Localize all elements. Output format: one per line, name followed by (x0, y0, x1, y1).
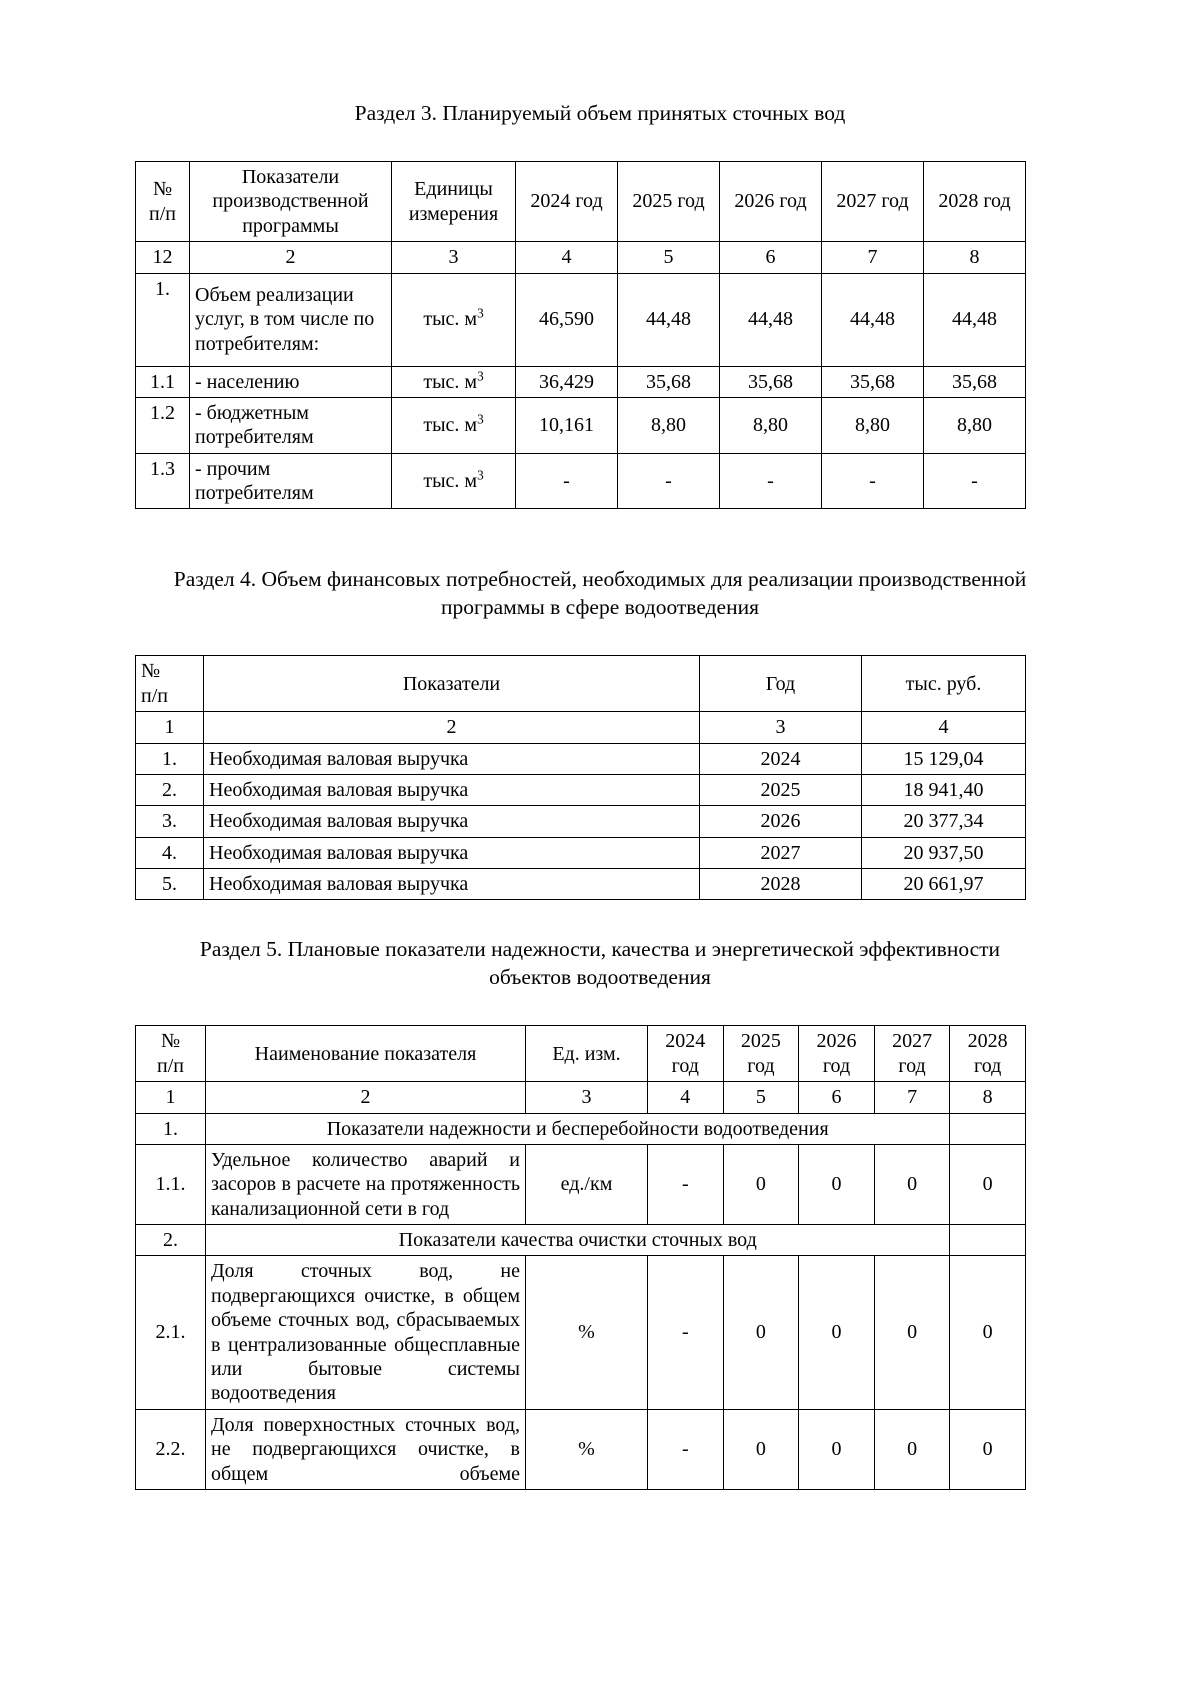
table-row (136, 837, 1026, 868)
row-unit (392, 453, 516, 509)
row-no: 5. (136, 869, 204, 900)
numbering-cell-6: 6 (799, 1082, 875, 1113)
table-row (136, 273, 1026, 366)
row-indicator: Удельное количество аварий и засоров в расчете на протяженность канализационной сети в год (206, 1144, 526, 1224)
row-value-2027: 35,68 (822, 366, 924, 397)
row-year: 2025 (700, 774, 862, 805)
section-4-table (135, 655, 1026, 900)
header-cell-year: Год (700, 656, 862, 712)
row-no: 3. (136, 806, 204, 837)
header-2024-line2: год (671, 1054, 699, 1077)
row-value-2027: - (822, 453, 924, 509)
row-unit: % (526, 1409, 648, 1489)
header-cell-unit: Ед. изм. (526, 1026, 648, 1082)
header-units-line2: измерения (408, 202, 499, 225)
header-2028-line1: 2028 (967, 1030, 1008, 1053)
header-2028-line2: год (974, 1054, 1002, 1077)
row-value-2028: 0 (950, 1409, 1026, 1489)
header-indicator-line3: программы (242, 214, 339, 237)
row-value: 20 661,97 (862, 869, 1026, 900)
header-no-line2: п/п (141, 684, 168, 707)
section-4-heading (135, 566, 1065, 622)
row-value-2028: 35,68 (924, 366, 1026, 397)
header-no-line1: № (152, 178, 173, 201)
numbering-cell-8: 8 (950, 1082, 1026, 1113)
row-value-2028: 0 (950, 1256, 1026, 1409)
row-value-2025: 0 (723, 1256, 799, 1409)
header-cell-no (136, 161, 190, 241)
row-no: 2.2. (136, 1409, 206, 1489)
row-year: 2026 (700, 806, 862, 837)
header-cell-2024 (648, 1026, 724, 1082)
row-unit (392, 366, 516, 397)
header-cell-2024: 2024 год (516, 161, 618, 241)
row-indicator: Необходимая валовая выручка (204, 837, 700, 868)
row-no: 1.3 (136, 453, 190, 509)
numbering-cell-4: 4 (516, 242, 618, 273)
row-value-2026: 44,48 (720, 273, 822, 366)
table-row (136, 1144, 1026, 1224)
header-cell-indicator: Наименование показателя (206, 1026, 526, 1082)
row-no: 1.2 (136, 397, 190, 453)
header-cell-rub: тыс. руб. (862, 656, 1026, 712)
numbering-cell-2: 2 (204, 712, 700, 743)
row-indicator: - прочим потребителям (190, 453, 392, 509)
table-numbering-row (136, 242, 1026, 273)
group-empty-cell (950, 1113, 1026, 1144)
row-indicator: Необходимая валовая выручка (204, 743, 700, 774)
section-5-heading (135, 936, 1065, 992)
row-no: 1. (136, 743, 204, 774)
numbering-cell-3: 3 (392, 242, 516, 273)
header-cell-2027 (874, 1026, 950, 1082)
numbering-cell-3: 3 (526, 1082, 648, 1113)
section-5-heading-line2: объектов водоотведения (489, 965, 711, 990)
header-2024-line1: 2024 (665, 1030, 706, 1053)
row-no: 2.1. (136, 1256, 206, 1409)
row-value-2027: 0 (874, 1256, 950, 1409)
numbering-cell-1: 12 (136, 242, 190, 273)
row-value-2024: - (648, 1409, 724, 1489)
numbering-cell-8: 8 (924, 242, 1026, 273)
row-value-2027: 0 (874, 1409, 950, 1489)
row-unit (392, 397, 516, 453)
row-unit: ед./км (526, 1144, 648, 1224)
row-value-2025: 8,80 (618, 397, 720, 453)
spacer (135, 509, 1065, 566)
numbering-cell-7: 7 (874, 1082, 950, 1113)
row-unit-text: тыс. м (423, 370, 478, 393)
row-no: 1.1 (136, 366, 190, 397)
numbering-cell-5: 5 (723, 1082, 799, 1113)
header-cell-no (136, 1026, 206, 1082)
row-value-2027: 0 (874, 1144, 950, 1224)
header-cell-2026 (799, 1026, 875, 1082)
row-unit-exponent: 3 (477, 367, 484, 383)
header-no-line1: № (160, 1030, 181, 1053)
table-row (136, 743, 1026, 774)
row-value: 20 937,50 (862, 837, 1026, 868)
header-no-line2: п/п (149, 202, 176, 225)
table-header-row (136, 1026, 1026, 1082)
header-cell-2025 (723, 1026, 799, 1082)
row-no: 1. (136, 273, 190, 366)
header-cell-no (136, 656, 204, 712)
header-no-line1: № (141, 660, 161, 683)
numbering-cell-1: 1 (136, 712, 204, 743)
table-row (136, 774, 1026, 805)
header-2025-line1: 2025 (740, 1030, 781, 1053)
numbering-cell-1: 1 (136, 1082, 206, 1113)
row-unit: % (526, 1256, 648, 1409)
row-unit-exponent: 3 (477, 467, 484, 483)
numbering-cell-3: 3 (700, 712, 862, 743)
row-value-2024: 36,429 (516, 366, 618, 397)
row-value-2024: 46,590 (516, 273, 618, 366)
row-unit (392, 273, 516, 366)
row-indicator: Необходимая валовая выручка (204, 869, 700, 900)
row-value-2026: 35,68 (720, 366, 822, 397)
row-value-2025: 44,48 (618, 273, 720, 366)
table-header-row (136, 656, 1026, 712)
group-no: 1. (136, 1113, 206, 1144)
group-no: 2. (136, 1225, 206, 1256)
header-cell-units (392, 161, 516, 241)
spacer (135, 900, 1065, 936)
numbering-cell-2: 2 (190, 242, 392, 273)
header-units-line1: Единицы (414, 178, 493, 201)
header-cell-indicator (190, 161, 392, 241)
row-unit-text: тыс. м (423, 308, 478, 331)
row-no: 4. (136, 837, 204, 868)
row-unit-exponent: 3 (477, 305, 484, 321)
row-value-2026: - (720, 453, 822, 509)
row-value-2028: - (924, 453, 1026, 509)
row-indicator: Объем реализации услуг, в том числе по потребителям: (190, 273, 392, 366)
row-value-2027: 44,48 (822, 273, 924, 366)
numbering-cell-7: 7 (822, 242, 924, 273)
table-row (136, 366, 1026, 397)
table-group-row (136, 1113, 1026, 1144)
table-row (136, 1256, 1026, 1409)
table-row (136, 397, 1026, 453)
row-value-2028: 0 (950, 1144, 1026, 1224)
row-value-2028: 8,80 (924, 397, 1026, 453)
row-no: 2. (136, 774, 204, 805)
header-2027-line2: год (898, 1054, 926, 1077)
table-numbering-row (136, 712, 1026, 743)
section-5-heading-line1: Раздел 5. Плановые показатели надежности, качества и энергетической эффективности (199, 937, 1001, 962)
header-cell-2028: 2028 год (924, 161, 1026, 241)
row-indicator: - населению (190, 366, 392, 397)
table-group-row (136, 1225, 1026, 1256)
section-4-heading-line2: программы в сфере водоотведения (441, 595, 759, 620)
header-cell-2027: 2027 год (822, 161, 924, 241)
header-2026-line2: год (822, 1054, 851, 1077)
row-value: 15 129,04 (862, 743, 1026, 774)
header-cell-2028 (950, 1026, 1026, 1082)
header-cell-2025: 2025 год (618, 161, 720, 241)
row-value-2025: 0 (723, 1409, 799, 1489)
row-value-2025: 0 (723, 1144, 799, 1224)
row-value-2024: - (516, 453, 618, 509)
header-no-line2: п/п (157, 1054, 184, 1077)
row-year: 2027 (700, 837, 862, 868)
row-value-2026: 0 (799, 1409, 875, 1489)
numbering-cell-2: 2 (206, 1082, 526, 1113)
row-unit-text: тыс. м (423, 414, 478, 437)
row-indicator: Доля поверхностных сточных вод, не подвергающихся очистке, в общем объеме (206, 1409, 526, 1489)
row-value-2025: 35,68 (618, 366, 720, 397)
row-no: 1.1. (136, 1144, 206, 1224)
row-value-2026: 0 (799, 1256, 875, 1409)
row-indicator: Необходимая валовая выручка (204, 774, 700, 805)
section-3-heading: Раздел 3. Планируемый объем принятых сточных вод (354, 101, 846, 125)
table-header-row (136, 161, 1026, 241)
group-title: Показатели надежности и бесперебойности водоотведения (206, 1113, 950, 1144)
row-year: 2024 (700, 743, 862, 774)
section-4-heading-line1: Раздел 4. Объем финансовых потребностей, необходимых для реализации производственной (173, 567, 1027, 592)
header-2027-line1: 2027 (892, 1030, 933, 1053)
section-5-table (135, 1025, 1026, 1490)
row-value: 20 377,34 (862, 806, 1026, 837)
header-cell-2026: 2026 год (720, 161, 822, 241)
row-year: 2028 (700, 869, 862, 900)
table-row (136, 869, 1026, 900)
numbering-cell-5: 5 (618, 242, 720, 273)
table-row (136, 1409, 1026, 1489)
header-cell-indicator: Показатели (204, 656, 700, 712)
numbering-cell-4: 4 (648, 1082, 724, 1113)
table-row (136, 806, 1026, 837)
section-3-table (135, 161, 1026, 510)
row-value-2024: 10,161 (516, 397, 618, 453)
row-value-2028: 44,48 (924, 273, 1026, 366)
table-numbering-row (136, 1082, 1026, 1113)
header-indicator-line1: Показатели (241, 165, 340, 188)
group-empty-cell (950, 1225, 1026, 1256)
header-2026-line1: 2026 (816, 1030, 857, 1053)
header-2025-line2: год (747, 1054, 775, 1077)
row-value-2026: 0 (799, 1144, 875, 1224)
numbering-cell-4: 4 (862, 712, 1026, 743)
row-value-2024: - (648, 1144, 724, 1224)
row-indicator: - бюджетным потребителям (190, 397, 392, 453)
group-title: Показатели качества очистки сточных вод (206, 1225, 950, 1256)
row-value: 18 941,40 (862, 774, 1026, 805)
row-value-2026: 8,80 (720, 397, 822, 453)
numbering-cell-6: 6 (720, 242, 822, 273)
row-value-2025: - (618, 453, 720, 509)
row-indicator: Доля сточных вод, не подвергающихся очистке, в общем объеме сточных вод, сбрасываемых в централизованные общесплавные или бытовые системы водоотведения (206, 1256, 526, 1409)
row-value-2027: 8,80 (822, 397, 924, 453)
row-unit-text: тыс. м (423, 469, 478, 492)
row-value-2024: - (648, 1256, 724, 1409)
row-indicator: Необходимая валовая выручка (204, 806, 700, 837)
header-indicator-line2: производственной (212, 190, 369, 213)
row-unit-exponent: 3 (477, 411, 484, 427)
table-row (136, 453, 1026, 509)
